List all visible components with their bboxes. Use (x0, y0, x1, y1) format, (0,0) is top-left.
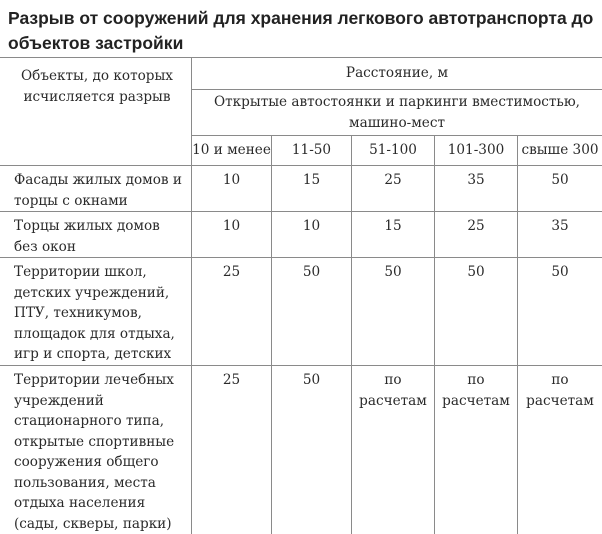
row-1-value-5: 50 (551, 172, 569, 188)
capacity-header-11-50: 11-50 (291, 142, 332, 158)
capacity-header-51-100: 51-100 (369, 142, 417, 158)
capacity-divider-3 (434, 135, 435, 534)
row-1-bottom-rule (0, 211, 602, 212)
row-2-bottom-rule (0, 257, 602, 258)
header-parking-rule (191, 135, 602, 136)
row-4-value-3: по расчетам (359, 372, 427, 409)
row-3-value-3: 50 (384, 264, 402, 280)
table-top-rule (0, 57, 602, 58)
row-3-value-4: 50 (467, 264, 485, 280)
row-3-value-5: 50 (551, 264, 569, 280)
row-4-value-4: по расчетам (442, 372, 510, 409)
document-title: Разрыв от сооружений для хранения легкового автотранспорта до объектов застройки (8, 8, 594, 53)
header-bottom-rule (0, 165, 602, 166)
capacity-divider-4 (517, 135, 518, 534)
row-3-object: Территории школ, детских учреждений, ПТУ, техникумов, площадок для отдыха, игр и спорта, детских (14, 264, 175, 362)
capacity-header-10-and-less: 10 и менее (192, 142, 271, 158)
row-1-object: Фасады жилых домов и торцы с окнами (14, 172, 182, 209)
row-1-value-2: 15 (302, 172, 321, 188)
row-2-value-4: 25 (467, 218, 485, 234)
row-2-value-5: 35 (551, 218, 569, 234)
row-2-object: Торцы жилых домов без окон (14, 218, 160, 255)
row-4-value-1: 25 (222, 372, 241, 388)
row-3-value-1: 25 (222, 264, 241, 280)
row-1-value-3: 25 (384, 172, 402, 188)
objects-column-header: Объекты, до которых исчисляется разрыв (21, 68, 173, 105)
row-1-value-4: 35 (467, 172, 485, 188)
distance-header: Расстояние, м (345, 65, 449, 81)
row-4-object: Территории лечебных учреждений стационарного типа, открытые спортивные сооружения общего пользования, места отдыха населения (сады, скверы, парки) (14, 372, 175, 532)
row-2-value-3: 15 (384, 218, 402, 234)
capacity-divider-2 (351, 135, 352, 534)
objects-column-divider (191, 57, 192, 534)
row-4-value-2: 50 (302, 372, 321, 388)
parking-capacity-header: Открытые автостоянки и паркинги вместимостью, машино-мест (214, 94, 580, 131)
row-3-bottom-rule (0, 365, 602, 366)
row-2-value-2: 10 (302, 218, 321, 234)
capacity-divider-1 (271, 135, 272, 534)
row-1-value-1: 10 (222, 172, 241, 188)
row-4-value-5: по расчетам (526, 372, 594, 409)
row-3-value-2: 50 (302, 264, 321, 280)
capacity-header-101-300: 101-300 (447, 142, 505, 158)
row-2-value-1: 10 (222, 218, 241, 234)
header-distance-rule (191, 89, 602, 90)
capacity-header-over-300: свыше 300 (521, 142, 599, 158)
